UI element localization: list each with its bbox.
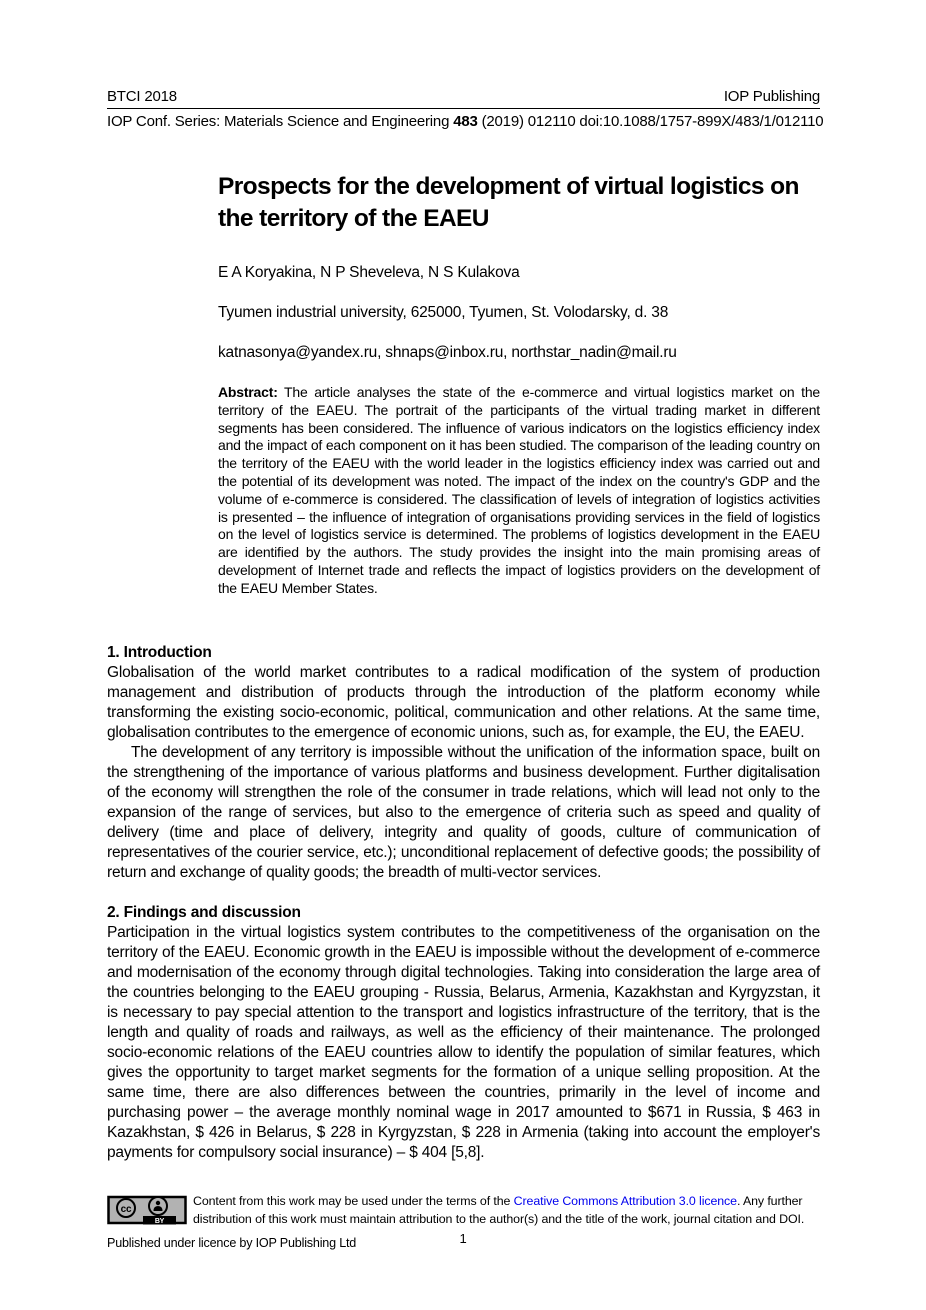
journal-title: IOP Conf. Series: Materials Science and Engineering — [107, 113, 450, 130]
abstract-label: Abstract: — [218, 384, 278, 400]
running-head — [107, 88, 820, 109]
page-header — [107, 88, 824, 130]
published-under-licence: Published under licence by IOP Publishing Ltd — [107, 1236, 357, 1250]
author-emails: katnasonya@yandex.ru, shnaps@inbox.ru, northstar_nadin@mail.ru — [218, 344, 677, 361]
license-text-pre: Content from this work may be used under the terms of the — [193, 1194, 511, 1208]
journal-citation-line — [107, 113, 824, 130]
abstract — [218, 384, 820, 598]
cc-by-badge-icon — [107, 1193, 187, 1232]
page-number: 1 — [459, 1231, 467, 1246]
journal-issue-doi: (2019) 012110 doi:10.1088/1757-899X/483/1/012110 — [481, 113, 824, 130]
article-title: Prospects for the development of virtual logistics on the territory of the EAEU — [218, 173, 799, 232]
intro-paragraph-2: The development of any territory is impossible without the unification of the information space, built on the strengthening of the importance of various platforms and business development. Further digitalisation of the economy will strengthen the role of the consumer in trade relations, which will lead not only to the expansion of the range of services, but also to the emergence of criteria such as speed and quality of delivery (time and place of delivery, integrity and quality of goods, culture of communication of representatives of the courier service, etc.); unconditional replacement of defective goods; the possibility of return and exchange of quality goods; the breadth of multi-vector services. — [107, 743, 820, 881]
journal-volume: 483 — [453, 113, 478, 130]
license-row — [107, 1193, 822, 1232]
abstract-text: The article analyses the state of the e-commerce and virtual logistics market on the territory of the EAEU. The portrait of the participants of the virtual trading market in different segments has been considered. The influence of various indicators on the logistics efficiency index and the impact of each component on it has been studied. The comparison of the leading country on the territory of the EAEU with the world leader in the logistics efficiency index was carried out and the potential of its development was noted. The impact of the index on the country's GDP and the volume of e-commerce is considered. The classification of levels of integration of logistics activities is presented – the influence of integration of organisations providing services in the field of logistics on the level of logistics service is determined. The problems of logistics development in the EAEU are identified by the authors. The study provides the insight into the main promising areas of development of Internet trade and reflects the impact of logistics providers on the development of the EAEU Member States. — [218, 384, 820, 596]
publisher-name: IOP Publishing — [723, 88, 820, 105]
author-list: E A Koryakina, N P Sheveleva, N S Kulakova — [218, 264, 520, 281]
license-statement — [193, 1193, 822, 1228]
section-heading-introduction: 1. Introduction — [107, 643, 212, 661]
cc-by-badge-svg — [107, 1193, 187, 1227]
license-text-post: . Any further distribution of this work must maintain attribution to the author(s) and the title of the work, journal citation and DOI. — [193, 1194, 805, 1226]
section-heading-findings: 2. Findings and discussion — [107, 903, 301, 921]
person-icon — [156, 1201, 160, 1205]
affiliation: Tyumen industrial university, 625000, Tyumen, St. Volodarsky, d. 38 — [218, 304, 669, 321]
intro-paragraph-1: Globalisation of the world market contributes to a radical modification of the system of production management and distribution of products through the introduction of the platform economy while transforming the existing socio-economic, political, communication and other relations. At the same time, globalisation contributes to the emergence of economic unions, such as, for example, the EU, the EAEU. — [107, 663, 820, 741]
by-bar-label: BY — [154, 1218, 165, 1225]
cc-circle-label: cc — [120, 1204, 132, 1215]
creative-commons-link[interactable]: Creative Commons Attribution 3.0 licence — [513, 1194, 737, 1208]
findings-paragraph-1: Participation in the virtual logistics system contributes to the competitiveness of the organisation on the territory of the EAEU. Economic growth in the EAEU is impossible without the development of e-commerce and modernisation of the economy through digital technologies. Taking into consideration the large area of the countries belonging to the EAEU grouping - Russia, Belarus, Armenia, Kazakhstan and Kyrgyzstan, it is necessary to pay special attention to the transport and logistics infrastructure of the territory, that is the length and quality of roads and railways, as well as the efficiency of their maintenance. The prolonged socio-economic relations of the EAEU countries allow to identify the population of similar features, which gives the opportunity to target market segments for the formation of a unique selling proposition. At the same time, there are also differences between the countries, primarily in the level of income and purchasing power – the average monthly nominal wage in 2017 amounted to $671 in Russia, $ 463 in Kazakhstan, $ 426 in Belarus, $ 228 in Kyrgyzstan, $ 228 in Armenia (taking into account the employer's payments for compulsory social insurance) – $ 404 [5,8]. — [107, 923, 820, 1161]
conference-name: BTCI 2018 — [107, 88, 177, 105]
